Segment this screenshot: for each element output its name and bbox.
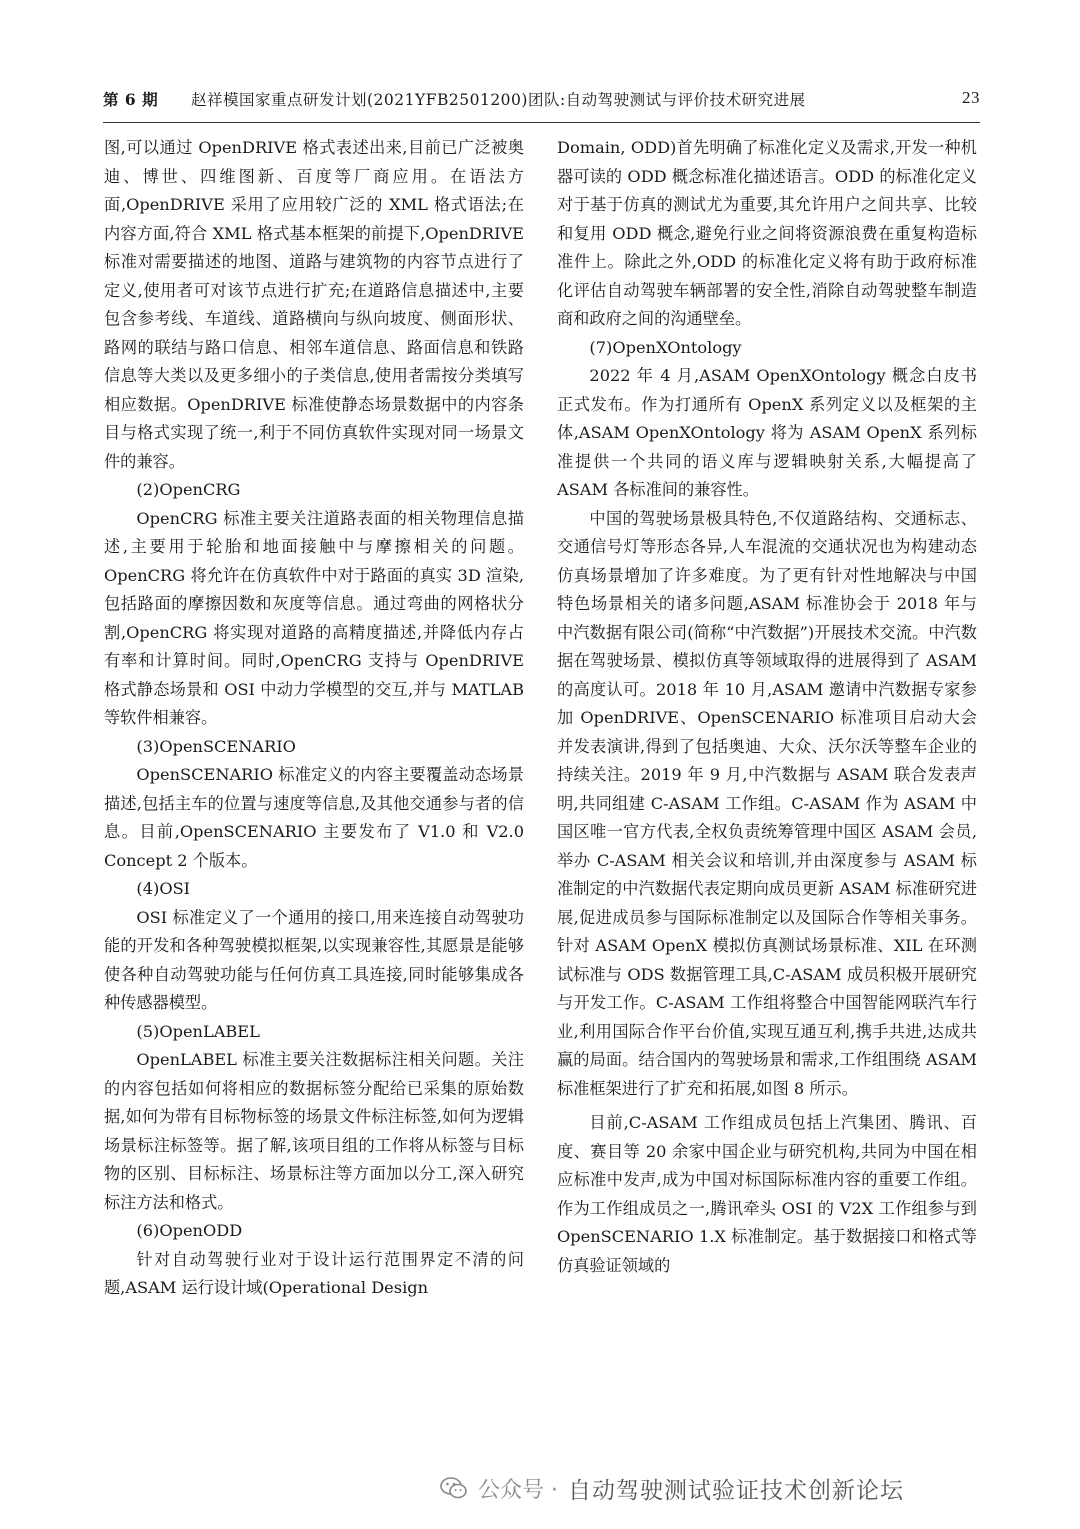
paragraph: OpenSCENARIO 标准定义的内容主要覆盖动态场景描述,包括主车的位置与速度等信息,及其他交通参与者的信息。目前,OpenSCENARIO 主要发布了 V1.0 和 V2.0 Concept 2 个版本。 <box>104 765 524 870</box>
header-rule <box>103 122 980 123</box>
issue-number: 第 6 期 <box>103 90 159 109</box>
section-heading: (6)OpenODD <box>136 1221 243 1240</box>
watermark-label: 公众号 · <box>478 1477 558 1503</box>
paragraph: 2022 年 4 月,ASAM OpenXOntology 概念白皮书正式发布。作为打通所有 OpenX 系列定义以及框架的主体,ASAM OpenXOntology 将为 ASAM OpenX 系列标准提供一个共同的语义库与逻辑映射关系,大幅提高了 ASAM 各标准间的兼容性。 <box>557 366 977 499</box>
left-column <box>104 134 524 1303</box>
watermark <box>440 1468 1040 1508</box>
right-column <box>557 134 977 1280</box>
section-heading: (4)OSI <box>136 879 191 898</box>
paragraph: Domain, ODD)首先明确了标准化定义及需求,开发一种机器可读的 ODD 概念标准化描述语言。ODD 的标准化定义对于基于仿真的测试尤为重要,其允许用户之间共享、比较和复用 ODD 概念,避免行业之间将资源浪费在重复构造标准件上。除此之外,ODD 的标准化定义将有助于政府标准化评估自动驾驶车辆部署的安全性,消除自动驾驶整车制造商和政府之间的沟通壁垒。 <box>557 138 977 328</box>
wechat-icon <box>440 1476 468 1500</box>
paragraph: 图,可以通过 OpenDRIVE 格式表述出来,目前已广泛被奥迪、博世、四维图新、百度等厂商应用。在语法方面,OpenDRIVE 采用了应用较广泛的 XML 格式语法;在内容方面,符合 XML 格式基本框架的前提下,OpenDRIVE 标准对需要描述的地图、道路与建筑物的内容节点进行了定义,使用者可对该节点进行扩充;在道路信息描述中,主要包含参考线、车道线、道路横向与纵向坡度、侧面形状、路网的联结与路口信息、相邻车道信息、路面信息和铁路信息等大类以及更多细小的子类信息,使用者需按分类填写相应数据。OpenDRIVE 标准使静态场景数据中的内容条目与格式实现了统一,利于不同仿真软件实现对同一场景文件的兼容。 <box>104 138 524 471</box>
section-heading: (2)OpenCRG <box>136 480 241 499</box>
watermark-account: 自动驾驶测试验证技术创新论坛 <box>568 1477 904 1504</box>
section-heading: (5)OpenLABEL <box>136 1021 260 1041</box>
paragraph: 目前,C-ASAM 工作组成员包括上汽集团、腾讯、百度、赛目等 20 余家中国企业与研究机构,共同为中国在相应标准中发声,成为中国对标国际标准内容的重要工作组。作为工作组成员之一,腾讯牵头 OSI 的 V2X 工作组参与到 OpenSCENARIO 1.X 标准制定。基于数据接口和格式等仿真验证领域的 <box>557 1113 977 1275</box>
paragraph: 中国的驾驶场景极具特色,不仅道路结构、交通标志、交通信号灯等形态各异,人车混流的交通状况也为构建动态仿真场景增加了许多难度。为了更有针对性地解决与中国特色场景相关的诸多问题,ASAM 标准协会于 2018 年与中汽数据有限公司(简称“中汽数据”)开展技术交流。中汽数据在驾驶场景、模拟仿真等领域取得的进展得到了 ASAM 的高度认可。2018 年 10 月,ASAM 邀请中汽数据专家参加 OpenDRIVE、OpenSCENARIO 标准项目启动大会并发表演讲,得到了包括奥迪、大众、沃尔沃等整车企业的持续关注。2019 年 9 月,中汽数据与 ASAM 联合发表声明,共同组建 C-ASAM 工作组。C-ASAM 作为 ASAM 中国区唯一官方代表,全权负责统筹管理中国区 ASAM 会员,举办 C-ASAM 相关会议和培训,并由深度参与 ASAM 标准制定的中汽数据代表定期向成员更新 ASAM 标准研究进展,促进成员参与国际标准制定以及国际合作等相关事务。针对 ASAM OpenX 模拟仿真测试场景标准、XIL 在环测试标准与 ODS 数据管理工具,C-ASAM 成员积极开展研究与开发工作。C-ASAM 工作组将整合中国智能网联汽车行业,利用国际合作平台价值,实现互通互利,携手共进,达成共赢的局面。结合国内的驾驶场景和需求,工作组围绕 ASAM 标准框架进行了扩充和拓展,如图 8 所示。 <box>557 508 977 1098</box>
running-title: 赵祥模国家重点研发计划(2021YFB2501200)团队:自动驾驶测试与评价技术研究进展 <box>191 91 806 109</box>
section-heading: (7)OpenXOntology <box>589 337 742 357</box>
paragraph: 针对自动驾驶行业对于设计运行范围界定不清的问题,ASAM 运行设计域(Operational Design <box>104 1249 524 1297</box>
paragraph: OSI 标准定义了一个通用的接口,用来连接自动驾驶功能的开发和各种驾驶模拟框架,以实现兼容性,其愿景是能够使各种自动驾驶功能与任何仿真工具连接,同时能够集成各种传感器模型。 <box>104 907 524 1012</box>
paragraph: OpenLABEL 标准主要关注数据标注相关问题。关注的内容包括如何将相应的数据标签分配给已采集的原始数据,如何为带有目标物标签的场景文件标注标签,如何为逻辑场景标注标签等。据了解,该项目组的工作将从标签与目标物的区别、目标标注、场景标注等方面加以分工,深入研究标注方法和格式。 <box>104 1050 524 1212</box>
page-number: 23 <box>962 88 980 107</box>
paragraph: OpenCRG 标准主要关注道路表面的相关物理信息描述,主要用于轮胎和地面接触中与摩擦相关的问题。OpenCRG 将允许在仿真软件中对于路面的真实 3D 渲染,包括路面的摩擦因数和灰度等信息。通过弯曲的网格状分割,OpenCRG 将实现对道路的高精度描述,并降低内存占有率和计算时间。同时,OpenCRG 支持与 OpenDRIVE 格式静态场景和 OSI 中动力学模型的交互,并与 MATLAB 等软件相兼容。 <box>104 508 524 727</box>
page-header <box>103 88 980 116</box>
section-heading: (3)OpenSCENARIO <box>136 736 296 756</box>
